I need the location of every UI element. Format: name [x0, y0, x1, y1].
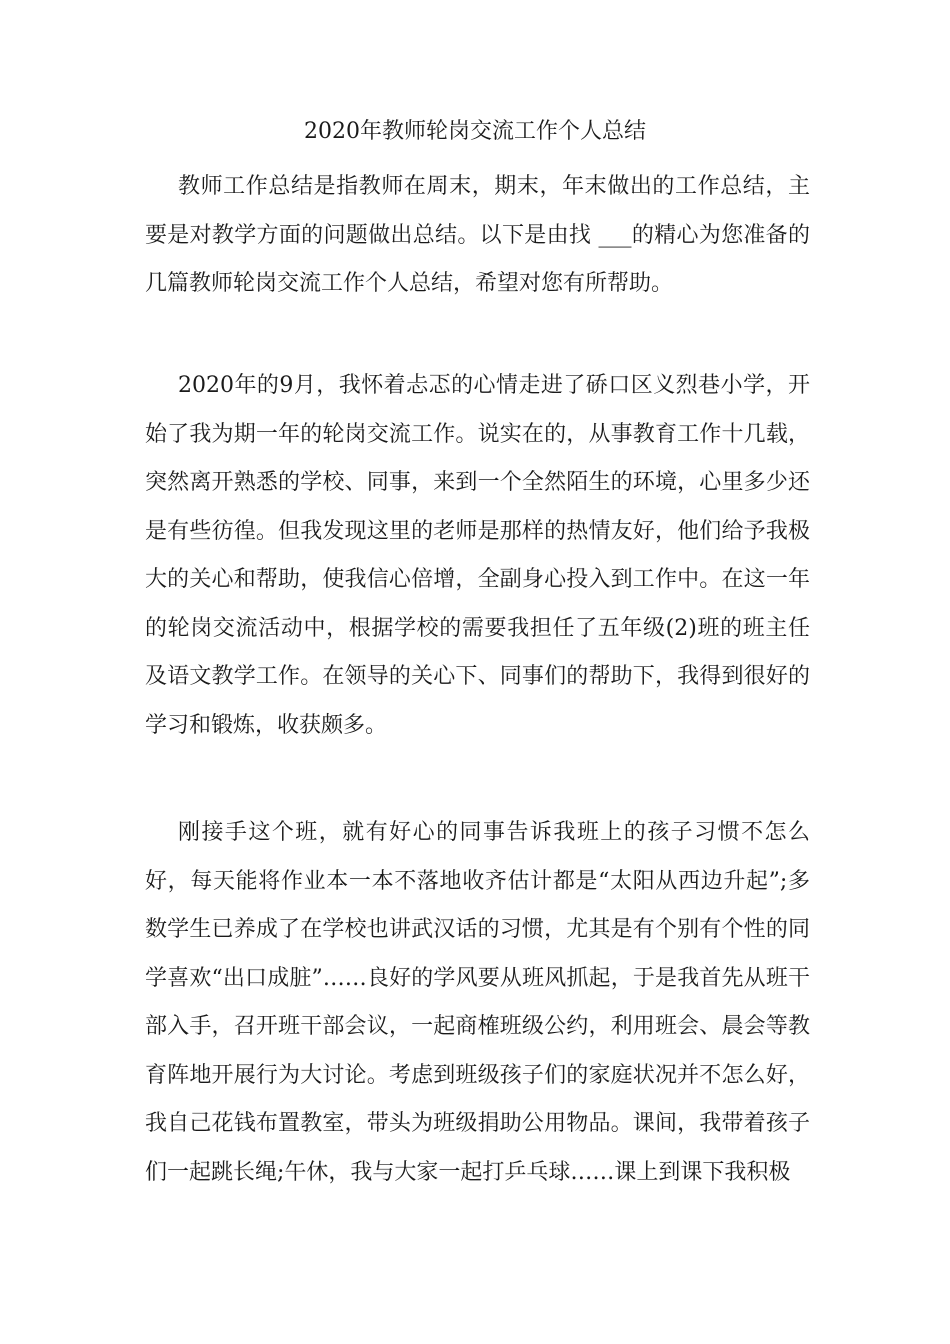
paragraph-class-management: 刚接手这个班，就有好心的同事告诉我班上的孩子习惯不怎么好，每天能将作业本一本不落地收齐估计都是“太阳从西边升起”;多数学生已养成了在学校也讲武汉话的习惯，尤其是有个别有个性的同学喜欢“出口成脏”……良好的学风要从班风抓起，于是我首先从班干部入手，召开班干部会议，一起商榷班级公约，利用班会、晨会等教育阵地开展行为大讨论。考虑到班级孩子们的家庭状况并不怎么好，我自己花钱布置教室，带头为班级捐助公用物品。课间，我带着孩子们一起跳长绳;午休，我与大家一起打乒乓球……课上到课下我积极: [145, 820, 810, 1185]
document-title: 2020年教师轮岗交流工作个人总结: [304, 119, 646, 144]
paragraph-intro: 教师工作总结是指教师在周末，期末，年末做出的工作总结，主要是对教学方面的问题做出总结。以下是由找 ___的精心为您准备的几篇教师轮岗交流工作个人总结，希望对您有所帮助。: [145, 174, 810, 296]
paragraph-background: 2020年的9月，我怀着忐忑的心情走进了硚口区义烈巷小学，开始了我为期一年的轮岗交流工作。说实在的，从事教育工作十几载，突然离开熟悉的学校、同事，来到一个全然陌生的环境，心里多少还是有些彷徨。但我发现这里的老师是那样的热情友好，他们给予我极大的关心和帮助，使我信心倍增，全副身心投入到工作中。在这一年的轮岗交流活动中，根据学校的需要我担任了五年级(2)班的班主任及语文教学工作。在领导的关心下、同事们的帮助下，我得到很好的学习和锻炼，收获颇多。: [145, 373, 810, 738]
